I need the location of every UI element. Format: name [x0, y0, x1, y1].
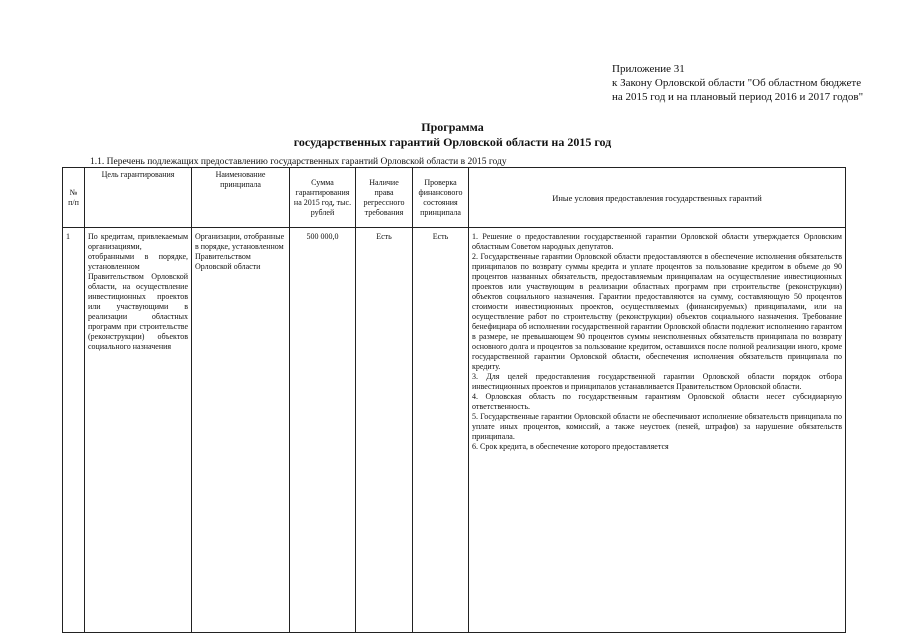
condition-paragraph: 5. Государственные гарантии Орловской области не обеспечивают исполнение обязательств принципала по уплате иных процентов, комиссий, а также неустоек (пеней, штрафов) за нарушение обязательств принципала.	[472, 412, 842, 441]
condition-paragraph: 3. Для целей предоставления государственной гарантии Орловской области порядок отбора инвестиционных проектов и принципалов устанавливается Правительством Орловской области.	[472, 372, 842, 391]
document-subtitle: государственных гарантий Орловской области на 2015 год	[293, 135, 612, 149]
header-principal: Наименование принципала	[192, 168, 290, 228]
cell-goal: По кредитам, привлекаемым организациями, отобранными в порядке, установленном Правительством Орловской области, на осуществление инвестиционных проектов или участвующими в реализации областных программ при строительстве (реконструкции) объектов социального назначения	[85, 228, 192, 633]
table-row	[63, 228, 846, 633]
header-check: Проверка финансового состояния принципала	[413, 168, 469, 228]
cell-no: 1	[63, 228, 85, 633]
header-no: № п/п	[63, 168, 85, 228]
cell-amount: 500 000,0	[290, 228, 356, 633]
table-header-row	[63, 168, 846, 228]
header-amount: Сумма гарантирования на 2015 год, тыс. рублей	[290, 168, 356, 228]
condition-paragraph: 2. Государственные гарантии Орловской области предоставляются в обеспечение исполнения обязательств принципалов по возврату суммы кредита и уплате процентов за пользование кредитом в объеме до 90 процентов названных обязательств, предоставляемым принципалам на осуществление инвестиционных проектов или участвующим в реализации областных программ при строительстве (реконструкции) объектов социального назначения. Гарантии предоставляются на сумму, составляющую 50 процентов стоимости инвестиционных проектов, осуществляемых (финансируемых) принципалами, или на осуществление работ по строительству (реконструкции) объектов социального назначения. Требование бенефициара об исполнении государственной гарантии Орловской области подлежит исполнению гарантом в размере, не превышающем 90 процентов суммы неисполненных обязательств принципала по возврату основного долга и процентов за пользование кредитом, оставшихся после полной реализации иного, кроме государственной гарантии Орловской области, обеспечения исполнения обязательств принципала по кредиту.	[472, 252, 842, 371]
header-other-conditions: Иные условия предоставления государственных гарантий	[469, 168, 846, 228]
condition-paragraph: 1. Решение о предоставлении государственной гарантии Орловской области утверждается Орловским областным Советом народных депутатов.	[472, 232, 842, 251]
cell-other-conditions	[469, 228, 846, 633]
header-goal: Цель гарантирования	[85, 168, 192, 228]
cell-principal: Организации, отобранные в порядке, установленном Правительством Орловской области	[192, 228, 290, 633]
condition-paragraph: 4. Орловская область по государственным гарантиям Орловской области несет субсидиарную ответственность.	[472, 392, 842, 411]
section-title: 1.1. Перечень подлежащих предоставлению государственных гарантий Орловской области в 2015 году	[90, 157, 507, 167]
header-regress: Наличие права регрессного требования	[356, 168, 413, 228]
cell-check: Есть	[413, 228, 469, 633]
guarantees-table	[62, 167, 846, 633]
appendix-note: Приложение 31 к Закону Орловской области "Об областном бюджете на 2015 год и на плановый период 2016 и 2017 годов"	[612, 63, 864, 103]
document-title: Программа	[421, 120, 484, 134]
condition-paragraph: 6. Срок кредита, в обеспечение которого предоставляется	[472, 442, 669, 451]
cell-regress: Есть	[356, 228, 413, 633]
